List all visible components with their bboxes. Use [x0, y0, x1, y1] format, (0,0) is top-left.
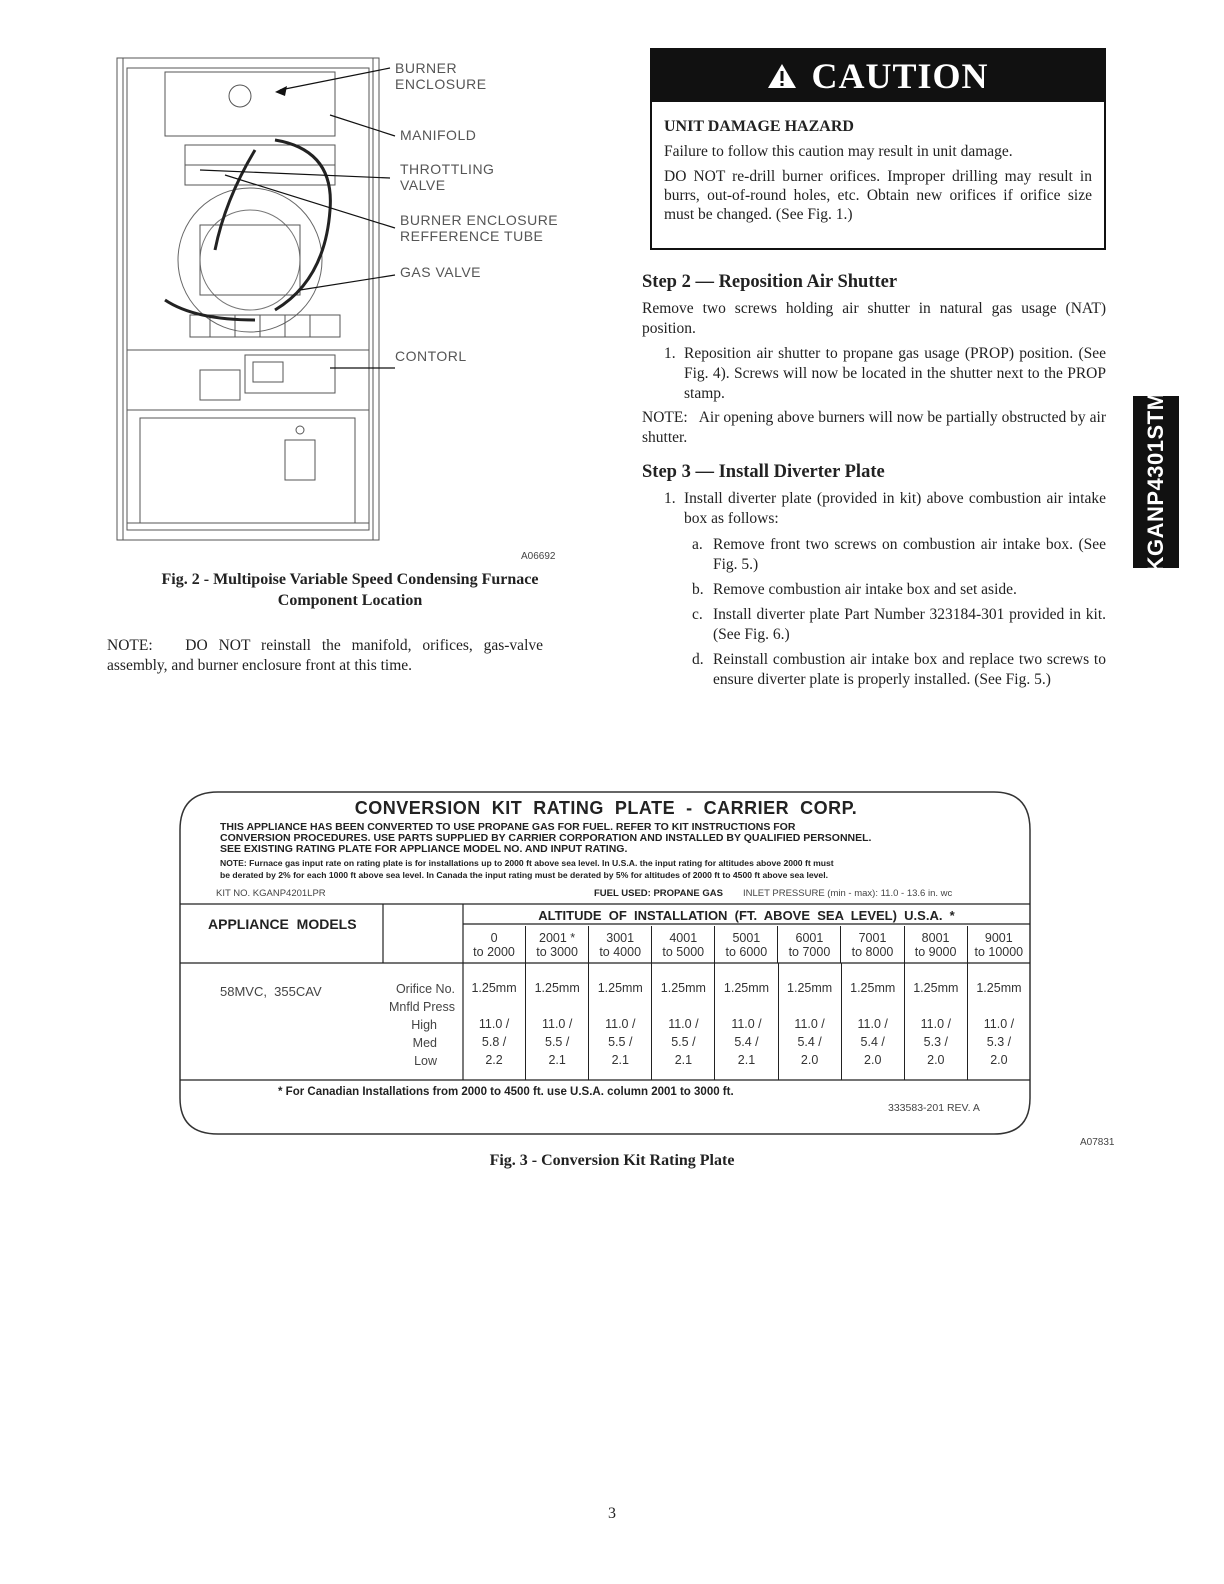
- high-value: 11.0 /: [605, 1017, 636, 1031]
- list-text: Reposition air shutter to propane gas usage (PROP) position. (See Fig. 4). Screws will now be located in the shutter next to the PROP stamp.: [684, 345, 1106, 402]
- row-labels: [383, 980, 463, 1070]
- callout-control: CONTORL: [395, 348, 467, 364]
- step3-subitem: [642, 605, 1106, 645]
- pressure-table: [463, 963, 1030, 1080]
- low-value: 2.1: [548, 1053, 566, 1067]
- plate-note-line: NOTE: Furnace gas input rate on rating plate is for installations up to 2000 ft above sea level. In U.S.A. the input rating for altitudes above 2000 ft must: [220, 858, 834, 868]
- note-text: DO NOT reinstall the manifold, orifices, gas-valve assembly, and burner enclosure front at this time.: [107, 637, 544, 674]
- callout-gas-valve: GAS VALVE: [400, 264, 482, 280]
- altitude-col: [778, 926, 841, 963]
- data-column: [841, 963, 904, 1080]
- high-value: 11.0 /: [668, 1017, 699, 1031]
- col-from: 5001: [732, 930, 761, 945]
- step2-note: [642, 408, 1106, 448]
- med-value: 5.8 /: [481, 1035, 507, 1049]
- list-text: Remove front two screws on combustion air intake box. (See Fig. 5.): [713, 536, 1106, 573]
- row-label: Med: [412, 1036, 437, 1050]
- callout-manifold: MANIFOLD: [400, 127, 477, 143]
- callout-reference-tube: [400, 212, 558, 244]
- plate-title: CONVERSION KIT RATING PLATE - CARRIER CORP.: [354, 798, 858, 818]
- data-column: [967, 963, 1030, 1080]
- altitude-col: [526, 926, 589, 963]
- orifice-value: 1.25mm: [534, 981, 580, 995]
- step3-heading: Step 3 — Install Diverter Plate: [642, 462, 885, 482]
- altitude-col: [715, 926, 778, 963]
- col-to: to 9000: [914, 944, 957, 959]
- col-to: to 7000: [788, 944, 831, 959]
- step2-item: [642, 344, 1106, 404]
- note-label: NOTE:: [107, 637, 153, 654]
- callout-text: THROTTLING: [400, 161, 495, 177]
- callout-burner-enclosure: [395, 60, 487, 92]
- data-column: [589, 963, 652, 1080]
- step2-intro: Remove two screws holding air shutter in natural gas usage (NAT) position.: [642, 300, 1106, 337]
- list-text: Reinstall combustion air intake box and replace two screws to ensure diverter plate is properly installed. (See Fig. 5.): [713, 651, 1106, 688]
- plate-note-line: be derated by 2% for each 1000 ft above sea level. In Canada the input rating must be derated by 5% for altitudes of 2000 ft to 4500 ft above sea level.: [220, 870, 828, 880]
- inlet-pressure: INLET PRESSURE (min - max): 11.0 - 13.6 in. wc: [743, 888, 953, 899]
- rating-plate: [178, 790, 1034, 1138]
- med-value: 5.3 /: [986, 1035, 1012, 1049]
- altitude-col: [463, 926, 526, 963]
- callout-text: ENCLOSURE: [395, 76, 487, 92]
- callout-text: VALVE: [400, 177, 446, 193]
- col-from: 3001: [606, 930, 635, 945]
- altitude-columns: [463, 926, 1030, 963]
- note-text: Air opening above burners will now be partially obstructed by air shutter.: [642, 409, 1106, 446]
- col-from: 8001: [921, 930, 950, 945]
- orifice-value: 1.25mm: [660, 981, 706, 995]
- low-value: 2.0: [800, 1053, 819, 1067]
- low-value: 2.2: [485, 1053, 503, 1067]
- page-number: 3: [608, 1505, 616, 1522]
- caption-line: Fig. 2 - Multipoise Variable Speed Condensing Furnace: [161, 571, 539, 588]
- note-paragraph: [107, 636, 543, 676]
- kit-number: KIT NO. KGANP4201LPR: [216, 888, 326, 899]
- hazard-title: UNIT DAMAGE HAZARD: [664, 118, 854, 135]
- plate-notice-line: THIS APPLIANCE HAS BEEN CONVERTED TO USE PROPANE GAS FOR FUEL. REFER TO KIT INSTRUCTIONS FOR: [220, 821, 796, 833]
- data-column: [652, 963, 715, 1080]
- col-to: to 3000: [536, 944, 578, 959]
- row-label: High: [411, 1018, 437, 1032]
- caution-box: [650, 48, 1106, 250]
- list-number: 1.: [664, 490, 676, 507]
- step3-subitem: [642, 650, 1106, 690]
- data-column: [778, 963, 841, 1080]
- canadian-footnote: * For Canadian Installations from 2000 to 4500 ft. use U.S.A. column 2001 to 3000 ft.: [278, 1086, 734, 1098]
- orifice-value: 1.25mm: [597, 981, 643, 995]
- col-from: 2001 *: [539, 930, 576, 945]
- col-to: to 8000: [851, 944, 894, 959]
- high-value: 11.0 /: [794, 1017, 825, 1031]
- caution-text: Failure to follow this caution may result in unit damage.: [664, 143, 1013, 160]
- altitude-header: ALTITUDE OF INSTALLATION (FT. ABOVE SEA LEVEL) U.S.A. *: [538, 908, 955, 923]
- list-letter: c.: [692, 606, 703, 623]
- col-from: 0: [490, 930, 498, 945]
- altitude-col: [841, 926, 904, 963]
- med-value: 5.5 /: [608, 1035, 633, 1049]
- list-letter: d.: [692, 651, 704, 668]
- high-value: 11.0 /: [920, 1017, 951, 1031]
- orifice-value: 1.25mm: [976, 981, 1022, 995]
- col-to: to 4000: [599, 944, 642, 959]
- callout-throttling-valve: [400, 161, 494, 193]
- high-value: 11.0 /: [857, 1017, 888, 1031]
- plate-notice-line: CONVERSION PROCEDURES. USE PARTS SUPPLIED BY CARRIER CORPORATION AND INSTALLED BY QUALIFIED PERSONNEL.: [220, 832, 872, 844]
- low-value: 2.1: [611, 1053, 629, 1067]
- data-column: [904, 963, 967, 1080]
- figure-caption: Fig. 3 - Conversion Kit Rating Plate: [489, 1152, 735, 1169]
- caution-title: CAUTION: [811, 56, 989, 96]
- row-label: Orifice No.: [395, 982, 455, 996]
- low-value: 2.0: [990, 1053, 1008, 1067]
- data-column: [715, 963, 778, 1080]
- low-value: 2.1: [674, 1053, 693, 1067]
- step2-section: [642, 272, 1106, 448]
- med-value: 5.4 /: [734, 1035, 759, 1049]
- col-from: 9001: [984, 930, 1013, 945]
- high-value: 11.0 /: [983, 1017, 1015, 1031]
- callout-text: BURNER: [395, 60, 458, 76]
- step3-section: [642, 462, 1106, 690]
- col-from: 6001: [795, 930, 824, 945]
- altitude-col: [652, 926, 715, 963]
- list-text: Install diverter plate (provided in kit) above combustion air intake box as follows:: [684, 490, 1106, 527]
- callout-text: BURNER ENCLOSURE: [400, 212, 559, 228]
- low-value: 2.0: [864, 1053, 882, 1067]
- orifice-value: 1.25mm: [471, 981, 517, 995]
- step3-subitem: [642, 580, 1106, 600]
- list-letter: a.: [692, 536, 703, 553]
- list-number: 1.: [664, 345, 676, 362]
- figure-id: A06692: [521, 551, 556, 562]
- col-to: to 6000: [725, 944, 768, 959]
- data-column: [463, 963, 526, 1080]
- note-label: NOTE:: [642, 409, 688, 426]
- altitude-col: [589, 926, 652, 963]
- low-value: 2.0: [927, 1053, 945, 1067]
- data-column: [526, 963, 589, 1080]
- orifice-value: 1.25mm: [723, 981, 770, 995]
- altitude-col: [904, 926, 967, 963]
- caution-content: [652, 102, 1104, 224]
- col-to: to 10000: [974, 944, 1024, 959]
- row-label: Low: [414, 1054, 437, 1068]
- med-value: 5.3 /: [923, 1035, 948, 1049]
- appliance-models: 58MVC, 355CAV: [220, 984, 322, 999]
- high-value: 11.0 /: [731, 1017, 762, 1031]
- med-value: 5.4 /: [860, 1035, 885, 1049]
- warning-triangle-icon: [767, 63, 797, 89]
- list-letter: b.: [692, 581, 704, 598]
- plate-part-number: 333583-201 REV. A: [888, 1102, 980, 1114]
- step3-subitem: [642, 535, 1106, 575]
- col-to: to 2000: [473, 944, 515, 959]
- col-from: 4001: [669, 930, 698, 945]
- step2-heading: Step 2 — Reposition Air Shutter: [642, 272, 898, 292]
- appliance-models-header: APPLIANCE MODELS: [208, 916, 357, 932]
- col-to: to 5000: [662, 944, 705, 959]
- furnace-component-figure: [105, 50, 575, 570]
- list-text: Remove combustion air intake box and set aside.: [713, 581, 1017, 598]
- side-tab: [1133, 391, 1179, 573]
- high-value: 11.0 /: [478, 1017, 510, 1031]
- callout-text: REFFERENCE TUBE: [400, 228, 544, 244]
- side-tab-label: KGANP4301STM: [1143, 391, 1168, 573]
- caution-header: [652, 50, 1104, 102]
- plate-notice-line: SEE EXISTING RATING PLATE FOR APPLIANCE MODEL NO. AND INPUT RATING.: [220, 843, 628, 855]
- figure-caption: [105, 569, 595, 611]
- altitude-col: [967, 926, 1030, 963]
- caption-line: Component Location: [277, 592, 423, 609]
- step3-item: [642, 489, 1106, 529]
- furnace-diagram: [105, 50, 575, 570]
- list-text: Install diverter plate Part Number 323184-301 provided in kit. (See Fig. 6.): [713, 606, 1106, 643]
- row-label: Mnfld Press: [389, 1000, 455, 1014]
- orifice-value: 1.25mm: [913, 981, 959, 995]
- low-value: 2.1: [737, 1053, 756, 1067]
- orifice-value: 1.25mm: [787, 981, 833, 995]
- fuel-used: FUEL USED: PROPANE GAS: [594, 888, 723, 899]
- caution-text: DO NOT re-drill burner orifices. Improper drilling may result in burrs, out-of-round holes, etc. Obtain new orifices if orifice size must be changed. (See Fig. 1.): [664, 168, 1092, 223]
- high-value: 11.0 /: [541, 1017, 573, 1031]
- orifice-value: 1.25mm: [850, 981, 896, 995]
- med-value: 5.5 /: [671, 1035, 696, 1049]
- figure-id: A07831: [1080, 1137, 1115, 1148]
- col-from: 7001: [858, 930, 887, 945]
- med-value: 5.4 /: [797, 1035, 822, 1049]
- med-value: 5.5 /: [545, 1035, 570, 1049]
